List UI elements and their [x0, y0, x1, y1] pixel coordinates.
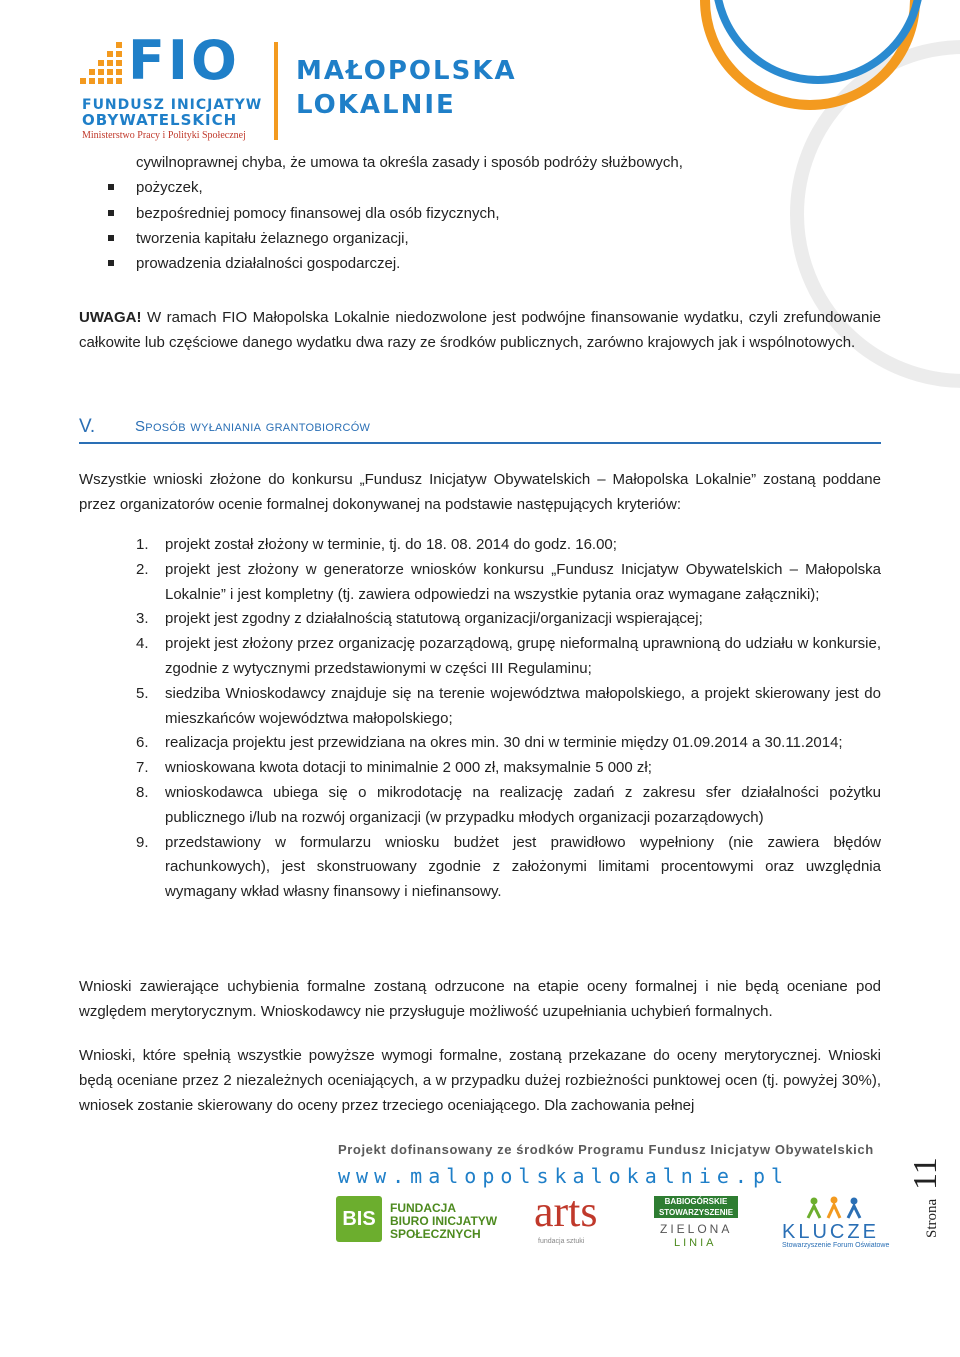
svg-text:Strona: Strona: [924, 1198, 940, 1238]
website-link[interactable]: www.malopolskalokalnie.pl: [338, 1164, 790, 1188]
logo-ministry: Ministerstwo Pracy i Polityki Społecznej: [82, 130, 246, 141]
logo-linia: LINIA: [674, 1237, 717, 1249]
cofinanced-note: Projekt dofinansowany ze środków Programu Fundusz Inicjatyw Obywatelskich: [338, 1142, 874, 1157]
logo-babiogorskie: BABIOGÓRSKIE STOWARZYSZENIE: [654, 1196, 738, 1218]
list-item: prowadzenia działalności gospodarczej.: [108, 251, 808, 276]
logo-klucze-subtitle: Stowarzyszenie Forum Oświatowe: [782, 1242, 890, 1249]
list-item: tworzenia kapitału żelaznego organizacji,: [108, 226, 808, 251]
fio-dots-icon: [80, 42, 126, 84]
list-item: 5. siedziba Wnioskodawcy znajduje się na terenie województwa małopolskiego, a projekt skierowany jest do mieszkańców województwa małopolskiego;: [136, 684, 881, 727]
section-intro: Wszystkie wnioski złożone do konkursu „Fundusz Inicjatyw Obywatelskich – Małopolska Lokalnie” zostaną poddane przez organizatorów ocenie formalnej dokonywanej na podstawie następujących kryteriów:: [79, 471, 881, 513]
list-item: 3. projekt jest zgodny z działalnością statutową organizacji/organizacji wspierającej;: [136, 610, 703, 628]
logo-fund-line2: OBYWATELSKICH: [82, 111, 238, 129]
excluded-costs-list: [108, 150, 808, 276]
logo-arts: arts: [534, 1187, 598, 1236]
bullet-square-icon: [108, 184, 114, 190]
list-item: 8. wnioskodawca ubiega się o mikrodotację na realizację zadań z zakresu sfer działalności pożytku publicznego i/lub na rozwój organizacji (w przypadku młodych organizacji pozarządowych): [136, 783, 881, 826]
logo-bis: BIS: [336, 1196, 382, 1242]
list-item: 7. wnioskowana kwota dotacji to minimalnie 2 000 zł, maksymalnie 5 000 zł;: [136, 759, 652, 777]
list-item: 1. projekt został złożony w terminie, tj. do 18. 08. 2014 do godz. 16.00;: [136, 536, 617, 553]
criteria-list: [136, 533, 881, 905]
logo-bis-text: FUNDACJA BIURO INICJATYW SPOŁECZNYCH: [390, 1201, 498, 1241]
list-item: 4. projekt jest złożony przez organizację pozarządową, grupę nieformalną uprawnioną do udziału w konkursie, zgodnie z wytycznymi przedstawionymi w części III Regulaminu;: [136, 635, 881, 677]
page-number: [898, 1140, 948, 1240]
logo-klucze: KLUCZE: [782, 1221, 879, 1243]
list-item: bezpośredniej pomocy finansowej dla osób fizycznych,: [108, 201, 808, 226]
logo-program-line2: LOKALNIE: [296, 90, 456, 120]
list-item: pożyczek,: [108, 175, 808, 200]
logo-fund-line1: FUNDUSZ INICJATYW: [82, 97, 263, 113]
list-item: 6. realizacja projektu jest przewidziana na okres min. 30 dni w terminie między 01.09.2014 a 30.11.2014;: [136, 734, 843, 752]
klucze-people-icon: [804, 1196, 864, 1220]
svg-text:11: 11: [907, 1157, 944, 1190]
rejected-paragraph: Wnioski zawierające uchybienia formalne zostaną odrzucone na etapie oceny formalnej i nie będą oceniane pod względem merytorycznym. Wnioskodawcy nie przysługuje możliwość uzupełniania uchybień formalnych.: [79, 978, 881, 1020]
warning-label: UWAGA!: [79, 309, 142, 326]
section-heading: [79, 416, 881, 444]
list-item: 2. projekt jest złożony w generatorze wniosków konkursu „Fundusz Inicjatyw Obywatelskich – Małopolska Lokalnie” i jest kompletny (tj. zawiera odpowiedzi na wszystkie pytania oraz wymagane załączniki);: [136, 560, 881, 603]
logo-divider: [274, 42, 278, 140]
section-title: Sposób wyłaniania grantobiorców: [135, 418, 371, 435]
evaluation-paragraph: Wnioski, które spełnią wszystkie powyższe wymogi formalne, zostaną przekazane do oceny merytorycznej. Wnioski będą oceniane przez 2 niezależnych oceniających, a w przypadku dużej rozbieżności punktowej ocen (tj. powyżej 30%), wniosek zostanie skierowany do oceny przez trzeciego oceniającego. Dla zachowania pełnej: [79, 1047, 881, 1114]
bullet-square-icon: [108, 210, 114, 216]
warning-paragraph: UWAGA! W ramach FIO Małopolska Lokalnie niedozwolone jest podwójne finansowanie wydatku, czyli zrefundowanie całkowite lub częściowe danego wydatku dwa razy ze środków publicznych, zarówno krajowych jak i wspólnotowych.: [79, 309, 881, 351]
bullet-square-icon: [108, 260, 114, 266]
logo-zielona: ZIELONA: [660, 1222, 733, 1236]
logo-program-line1: MAŁOPOLSKA: [296, 56, 517, 86]
bullet-square-icon: [108, 235, 114, 241]
logo-arts-subtitle: fundacja sztuki: [538, 1238, 585, 1245]
logo-fio: FIO: [128, 29, 240, 92]
section-number: V.: [79, 416, 96, 437]
list-item: cywilnoprawnej chyba, że umowa ta określa zasady i sposób podróży służbowych,: [136, 154, 683, 171]
list-item: 9. przedstawiony w formularzu wniosku budżet jest prawidłowo wypełniony (nie zawiera błędów rachunkowych), jest skonstruowany zgodnie z założonymi limitami procentowymi oraz uwzględnia wymagany wkład własny finansowy i niefinansowy.: [136, 833, 881, 901]
